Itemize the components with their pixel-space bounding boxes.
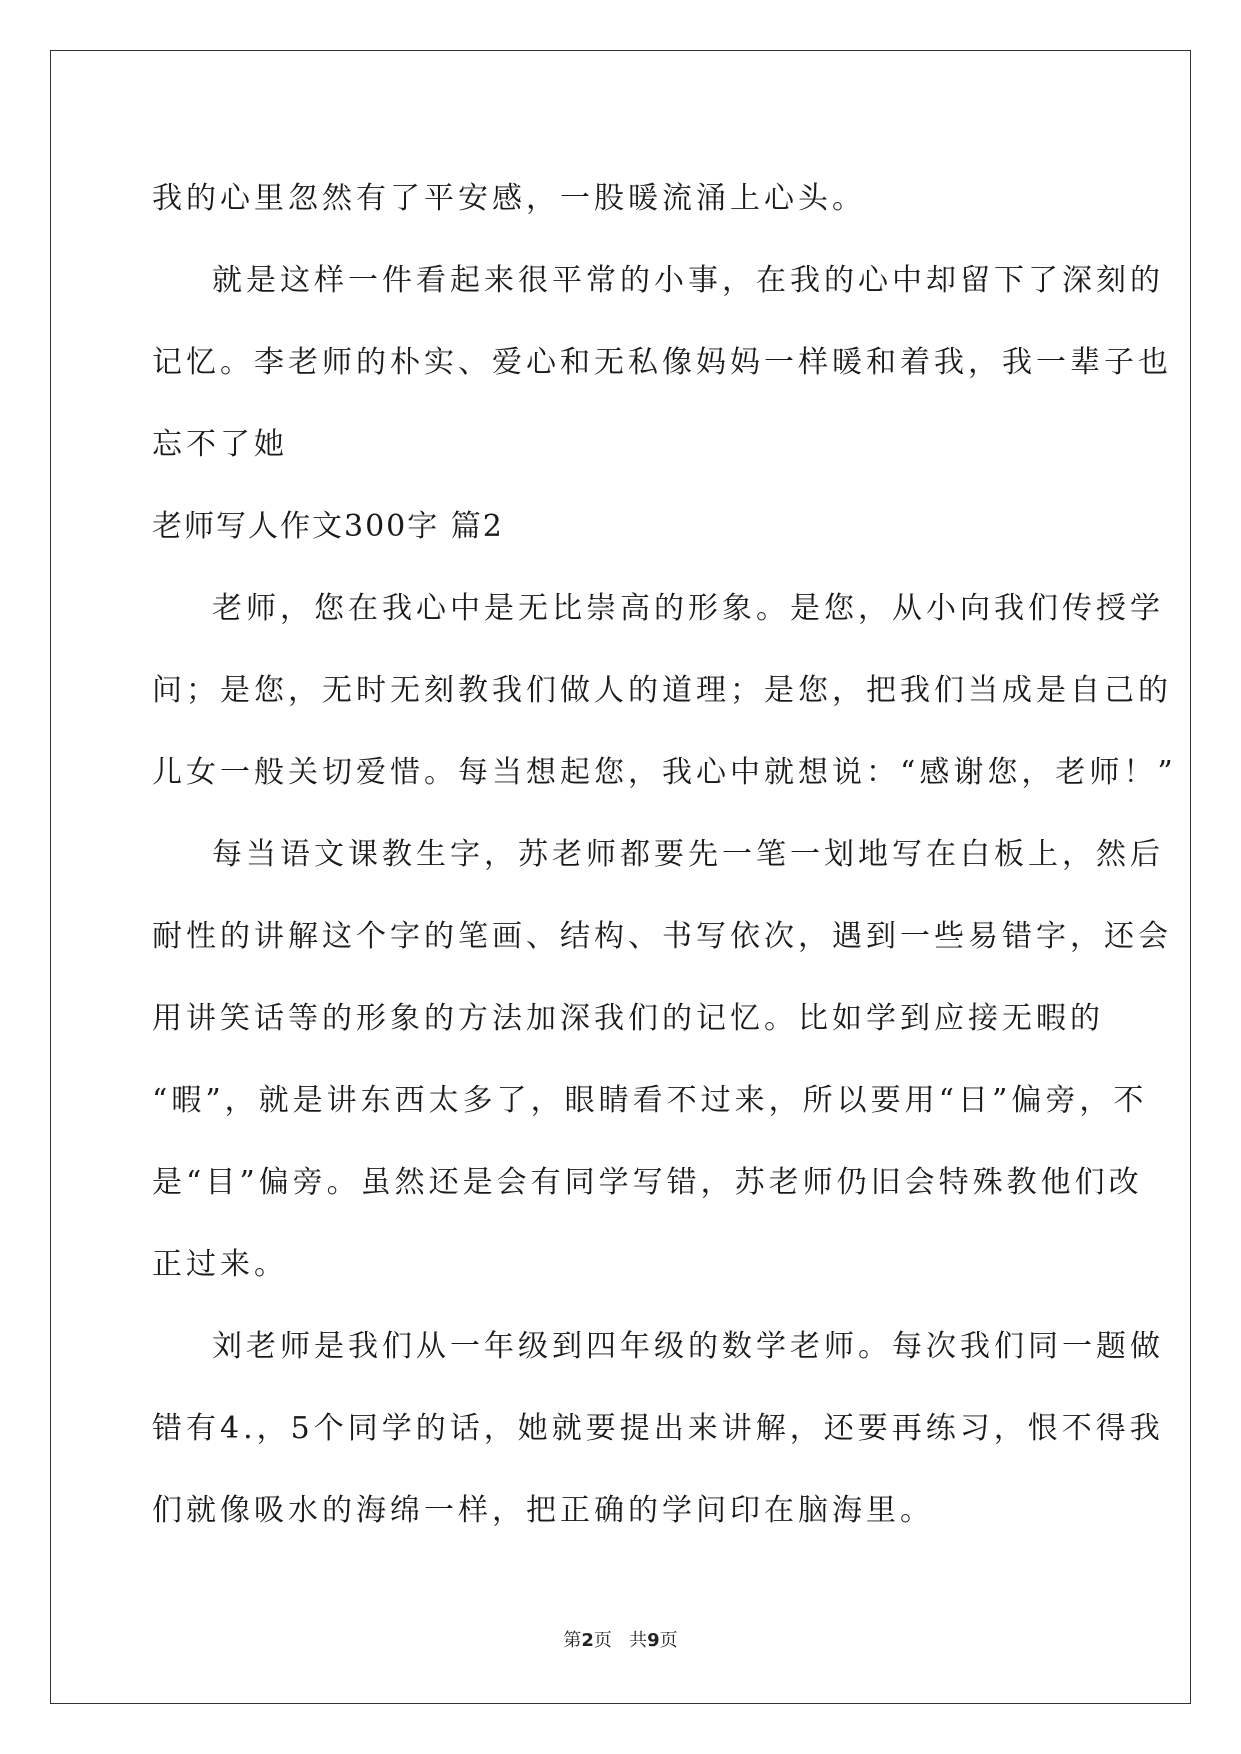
text-line: “暇”，就是讲东西太多了，眼睛看不过来，所以要用“日”偏旁，不 [152, 1083, 1148, 1118]
text-line: 是“目”偏旁。虽然还是会有同学写错，苏老师仍旧会特殊教他们改 [152, 1165, 1143, 1200]
footer-middle: 页 共 [593, 1630, 648, 1651]
text-line: 老师，您在我心中是无比崇高的形象。是您，从小向我们传授学 [212, 591, 1164, 626]
document-body [152, 158, 1177, 1552]
text-line: 每当语文课教生字，苏老师都要先一笔一划地写在白板上，然后 [212, 837, 1164, 872]
text-line: 刘老师是我们从一年级到四年级的数学老师。每次我们同一题做 [212, 1329, 1164, 1364]
paragraph-5 [152, 1306, 1164, 1552]
text-line: 们就像吸水的海绵一样，把正确的学问印在脑海里。 [152, 1493, 934, 1528]
text-line: 儿女一般关切爱惜。每当想起您，我心中就想说：“感谢您，老师！” [152, 755, 1177, 790]
text-line: 忘不了她 [152, 427, 288, 462]
section-title: 老师写人作文300字 篇2 [152, 509, 504, 544]
current-page-number: 2 [581, 1630, 594, 1651]
footer-suffix: 页 [659, 1630, 678, 1651]
total-pages-number: 9 [647, 1630, 660, 1651]
text-line: 我的心里忽然有了平安感，一股暖流涌上心头。 [152, 181, 866, 216]
text-line: 耐性的讲解这个字的笔画、结构、书写依次，遇到一些易错字，还会 [152, 919, 1172, 954]
page-footer [0, 1626, 1241, 1652]
paragraph-1 [152, 158, 1087, 240]
paragraph-2 [152, 240, 1172, 486]
text-line: 就是这样一件看起来很平常的小事，在我的心中却留下了深刻的 [212, 263, 1164, 298]
paragraph-3 [152, 568, 1177, 814]
text-line: 记忆。李老师的朴实、爱心和无私像妈妈一样暖和着我，我一辈子也 [152, 345, 1172, 380]
text-line: 用讲笑话等的形象的方法加深我们的记忆。比如学到应接无暇的 [152, 1001, 1104, 1036]
text-line: 正过来。 [152, 1247, 288, 1282]
paragraph-4 [152, 814, 1172, 1306]
text-line: 错有4.，5个同学的话，她就要提出来讲解，还要再练习，恨不得我 [152, 1411, 1164, 1446]
text-line: 问；是您，无时无刻教我们做人的道理；是您，把我们当成是自己的 [152, 673, 1172, 708]
footer-prefix: 第 [563, 1630, 582, 1651]
